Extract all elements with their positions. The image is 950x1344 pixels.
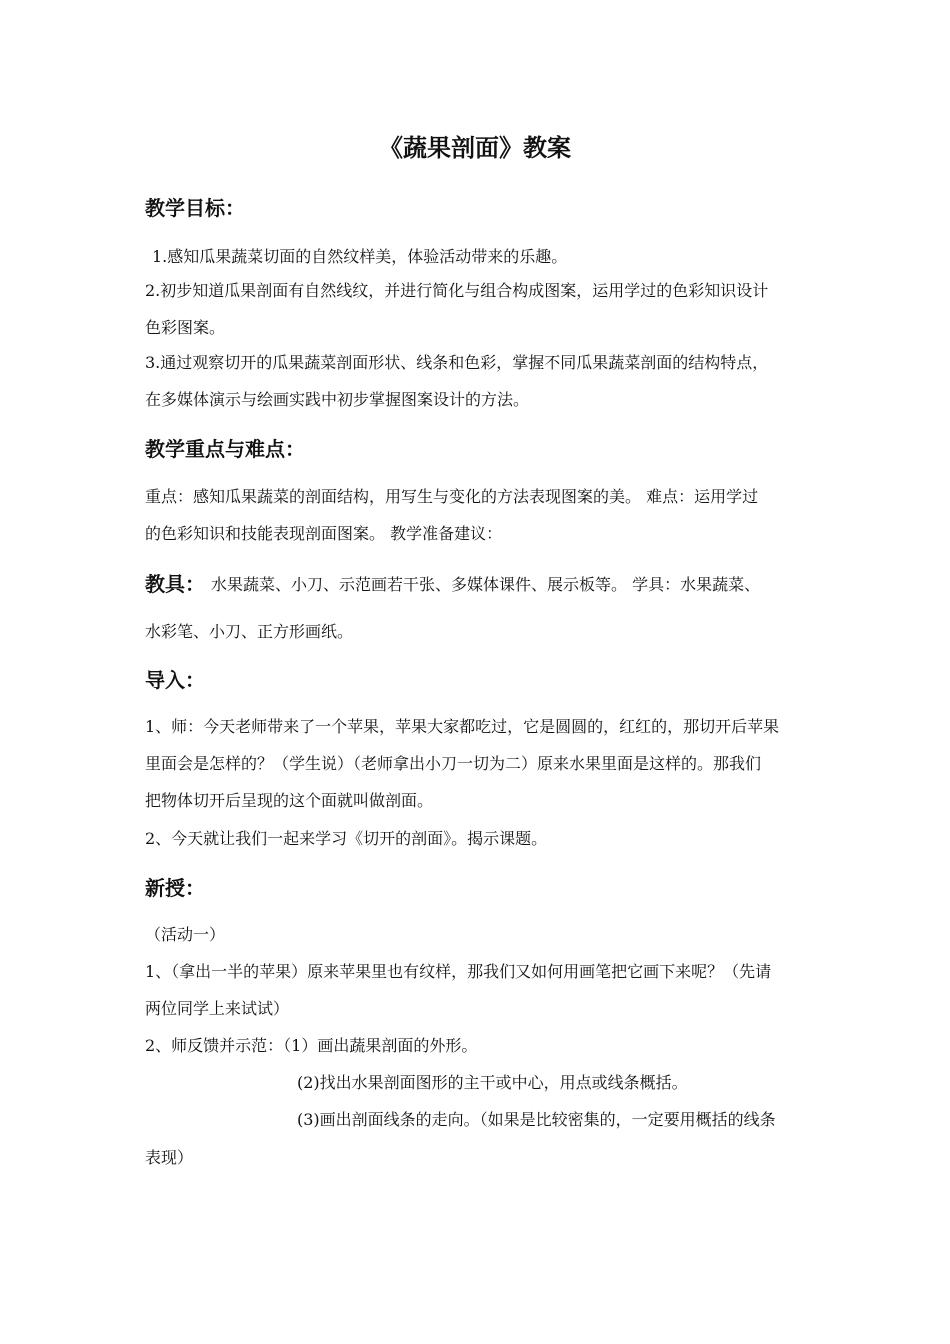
paragraph-line: 重点：感知瓜果蔬菜的剖面结构，用写生与变化的方法表现图案的美。 难点：运用学过: [145, 487, 759, 506]
paragraph-line: 2.初步知道瓜果剖面有自然线纹，并进行简化与组合构成图案，运用学过的色彩知识设计: [145, 281, 769, 300]
heading-focus: 教学重点与难点：: [145, 437, 305, 461]
paragraph-line: 里面会是怎样的？（学生说）（老师拿出小刀一切为二）原来水果里面是这样的。那我们: [145, 754, 762, 773]
page-title: 《蔬果剖面》教案: [379, 134, 571, 162]
paragraph-line: 的色彩知识和技能表现剖面图案。 教学准备建议：: [145, 524, 503, 543]
paragraph-line: 3.通过观察切开的瓜果蔬菜剖面形状、线条和色彩，掌握不同瓜果蔬菜剖面的结构特点，: [145, 353, 769, 372]
paragraph-line: 2、今天就让我们一起来学习《切开的剖面》。揭示课题。: [145, 829, 548, 848]
paragraph-line: 1、（拿出一半的苹果）原来苹果里也有纹样，那我们又如何用画笔把它画下来呢？（先请: [145, 962, 772, 981]
paragraph-line: 把物体切开后呈现的这个面就叫做剖面。: [145, 791, 434, 810]
paragraph-line: （活动一）: [145, 925, 226, 944]
paragraph-line: 水彩笔、小刀、正方形画纸。: [145, 622, 354, 641]
paragraph-line: 两位同学上来试试）: [145, 999, 290, 1018]
paragraph-line: 2、师反馈并示范：（1）画出蔬果剖面的外形。: [145, 1036, 478, 1055]
heading-new: 新授：: [145, 876, 205, 900]
heading-tools: 教具：: [145, 572, 205, 596]
heading-intro: 导入：: [145, 668, 205, 692]
heading-goals: 教学目标：: [145, 196, 245, 220]
paragraph-line: 表现）: [145, 1148, 194, 1167]
paragraph-line: 水果蔬菜、小刀、示范画若干张、多媒体课件、展示板等。 学具：水果蔬菜、: [211, 575, 761, 594]
paragraph-line: (2)找出水果剖面图形的主干或中心，用点或线条概括。: [297, 1073, 688, 1092]
paragraph-line: 1.感知瓜果蔬菜切面的自然纹样美，体验活动带来的乐趣。: [152, 247, 568, 266]
paragraph-line: 在多媒体演示与绘画实践中初步掌握图案设计的方法。: [145, 390, 530, 409]
paragraph-line: 色彩图案。: [145, 318, 226, 337]
paragraph-line: 1、师：今天老师带来了一个苹果，苹果大家都吃过，它是圆圆的，红红的，那切开后苹果: [145, 717, 780, 736]
paragraph-line: (3)画出剖面线条的走向。（如果是比较密集的，一定要用概括的线条: [297, 1110, 776, 1129]
